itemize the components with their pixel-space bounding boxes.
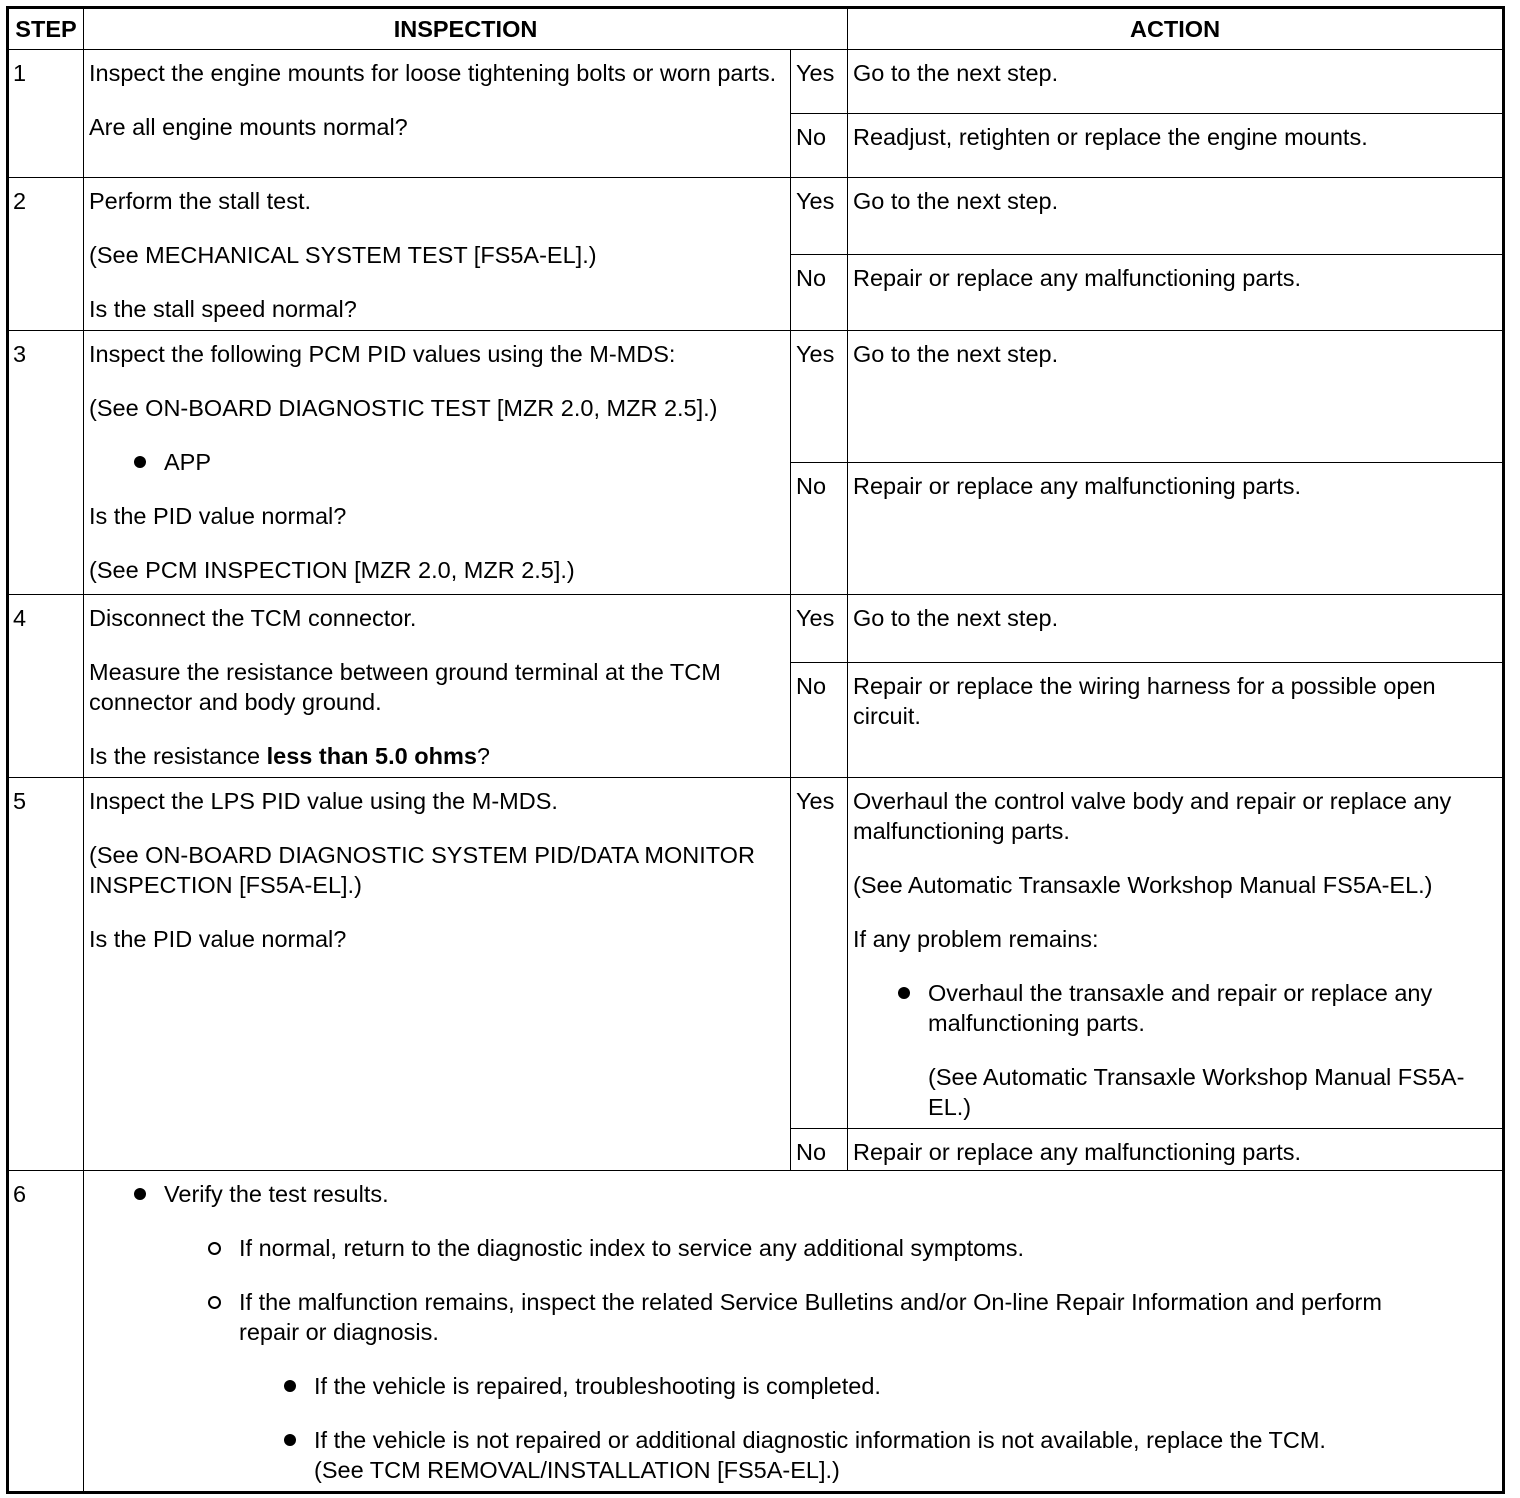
- step-4-inspection: [84, 595, 791, 778]
- inspection-question: Is the PID value normal?: [89, 926, 347, 952]
- step-5-inspection: [84, 778, 791, 1171]
- step-number: 2: [8, 178, 84, 331]
- inspection-reference: (See ON-BOARD DIAGNOSTIC SYSTEM PID/DATA MONITOR INSPECTION [FS5A-EL].): [89, 842, 755, 898]
- bullet-icon: [284, 1380, 296, 1392]
- no-action: Readjust, retighten or replace the engine mounts.: [848, 114, 1504, 178]
- question-threshold: less than 5.0 ohms: [266, 743, 477, 769]
- yes-action: Go to the next step.: [848, 331, 1504, 463]
- bullet-icon: [284, 1434, 296, 1446]
- step-3-yes-row: [8, 331, 1504, 463]
- step-number: 5: [8, 778, 84, 1171]
- step-number: 1: [8, 50, 84, 178]
- yes-action: Go to the next step.: [848, 50, 1504, 114]
- yes-label: Yes: [791, 178, 848, 255]
- inspection-reference: (See PCM INSPECTION [MZR 2.0, MZR 2.5].): [89, 557, 575, 583]
- no-action: Repair or replace any malfunctioning parts.: [848, 1129, 1504, 1171]
- step-number: 3: [8, 331, 84, 595]
- step-5-yes-row: [8, 778, 1504, 1129]
- step-3-inspection: [84, 331, 791, 595]
- bullet-text: If the vehicle is not repaired or additional diagnostic information is not available, replace the TCM.: [314, 1427, 1326, 1453]
- inspection-text: Inspect the following PCM PID values using the M-MDS:: [89, 341, 676, 367]
- bullet-text: Verify the test results.: [164, 1181, 389, 1207]
- yes-label: Yes: [791, 50, 848, 114]
- inspection-text: Perform the stall test.: [89, 188, 312, 214]
- bullet-item: [928, 978, 1496, 1038]
- bullet-text: APP: [164, 449, 212, 475]
- inspection-question: Are all engine mounts normal?: [89, 114, 408, 140]
- yes-action: Go to the next step.: [848, 595, 1504, 663]
- header-inspection: INSPECTION: [84, 8, 848, 50]
- step-6-row: [8, 1171, 1504, 1493]
- step-number: 4: [8, 595, 84, 778]
- yes-action: Go to the next step.: [848, 178, 1504, 255]
- step-6-content: [84, 1171, 1504, 1493]
- no-action: Repair or replace any malfunctioning parts.: [848, 463, 1504, 595]
- question-text: Is the resistance: [89, 743, 267, 769]
- inspection-reference: (See MECHANICAL SYSTEM TEST [FS5A-EL].): [89, 242, 597, 268]
- header-step: STEP: [8, 8, 84, 50]
- diagnostic-table: [6, 6, 1505, 1494]
- bullet-icon: [134, 456, 146, 468]
- bullet-item: [314, 1371, 1496, 1401]
- no-label: No: [791, 463, 848, 595]
- no-label: No: [791, 1129, 848, 1171]
- step-4-yes-row: [8, 595, 1504, 663]
- yes-label: Yes: [791, 595, 848, 663]
- step-2-inspection: [84, 178, 791, 331]
- bullet-icon: [898, 987, 910, 999]
- step-1-inspection: [84, 50, 791, 178]
- bullet-text: If normal, return to the diagnostic index to service any additional symptoms.: [239, 1235, 1025, 1261]
- no-action: Repair or replace the wiring harness for a possible open circuit.: [848, 663, 1504, 778]
- bullet-icon: [134, 1188, 146, 1200]
- step-2-yes-row: [8, 178, 1504, 255]
- yes-action: [848, 778, 1504, 1129]
- inspection-question: Is the stall speed normal?: [89, 296, 357, 322]
- no-action: Repair or replace any malfunctioning parts.: [848, 254, 1504, 331]
- action-text: Overhaul the control valve body and repair or replace any malfunctioning parts.: [853, 788, 1452, 844]
- inspection-text: Inspect the engine mounts for loose tightening bolts or worn parts.: [89, 60, 777, 86]
- no-label: No: [791, 254, 848, 331]
- inspection-question: [89, 741, 784, 771]
- bullet-item: [314, 1425, 1496, 1485]
- inspection-text: Disconnect the TCM connector.: [89, 605, 417, 631]
- sub-bullet-item: [239, 1287, 1389, 1347]
- inspection-text: Inspect the LPS PID value using the M-MDS.: [89, 788, 558, 814]
- step-number: 6: [8, 1171, 84, 1493]
- inspection-reference: (See ON-BOARD DIAGNOSTIC TEST [MZR 2.0, MZR 2.5].): [89, 395, 718, 421]
- bullet-reference: (See TCM REMOVAL/INSTALLATION [FS5A-EL].): [314, 1457, 840, 1483]
- header-action: ACTION: [848, 8, 1504, 50]
- step-1-yes-row: [8, 50, 1504, 114]
- circle-bullet-icon: [208, 1296, 221, 1309]
- bullet-text: If the malfunction remains, inspect the related Service Bulletins and/or On-line Repair Information and perform repair or diagnosis.: [239, 1289, 1382, 1345]
- circle-bullet-icon: [208, 1242, 221, 1255]
- inspection-text: Measure the resistance between ground terminal at the TCM connector and body ground.: [89, 659, 721, 715]
- question-mark: ?: [476, 743, 490, 769]
- inspection-question: Is the PID value normal?: [89, 503, 347, 529]
- bullet-item: [164, 447, 784, 477]
- sub-bullet-item: [239, 1233, 1496, 1263]
- bullet-text: Overhaul the transaxle and repair or replace any malfunctioning parts.: [928, 980, 1433, 1036]
- action-reference: (See Automatic Transaxle Workshop Manual FS5A-EL.): [853, 872, 1433, 898]
- no-label: No: [791, 663, 848, 778]
- action-reference: (See Automatic Transaxle Workshop Manual FS5A-EL.): [928, 1064, 1465, 1120]
- bullet-text: If the vehicle is repaired, troubleshooting is completed.: [314, 1373, 881, 1399]
- action-text: If any problem remains:: [853, 926, 1099, 952]
- bullet-item: [164, 1179, 1496, 1209]
- no-label: No: [791, 114, 848, 178]
- yes-label: Yes: [791, 778, 848, 1129]
- header-row: [8, 8, 1504, 50]
- yes-label: Yes: [791, 331, 848, 463]
